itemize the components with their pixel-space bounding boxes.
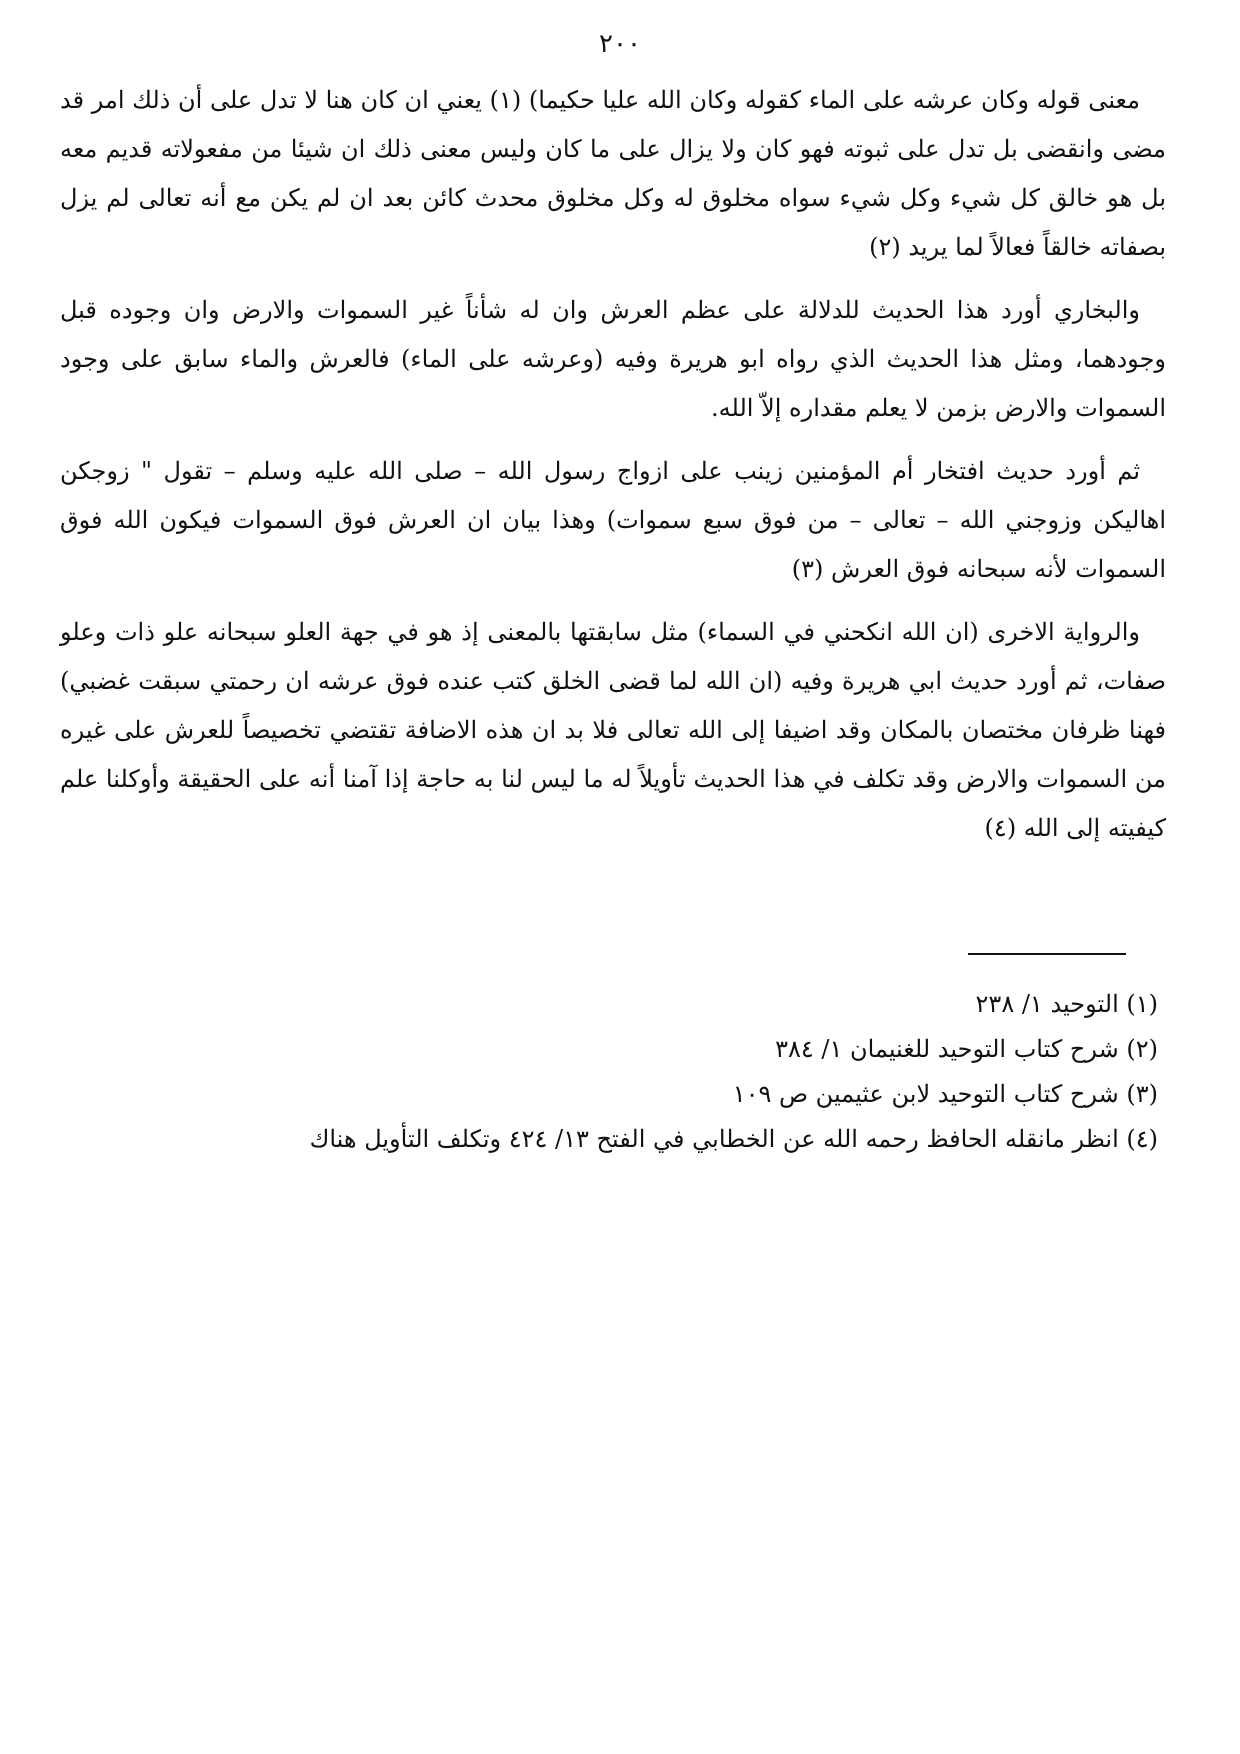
main-text (60, 76, 1166, 867)
footnote-3: (٣) شرح كتاب التوحيد لابن عثيمين ص ١٠٩ (732, 1080, 1158, 1108)
footnote-separator (968, 953, 1126, 955)
paragraph-2: والبخاري أورد هذا الحديث للدلالة على عظم العرش وان له شأناً غير السموات والارض وان وجوده قبل وجودهما، ومثل هذا الحديث الذي رواه ابو هريرة وفيه (وعرشه على الماء) فالعرش والماء سابق على وجود السموات والارض بزمن لا يعلم مقداره إلاّ الله. (60, 296, 1166, 422)
footnote-1: (١) التوحيد ١/ ٢٣٨ (975, 990, 1158, 1018)
paragraph-3: ثم أورد حديث افتخار أم المؤمنين زينب على ازواج رسول الله – صلى الله عليه وسلم – تقول " زوجكن اهاليكن وزوجني الله – تعالى – من فوق سبع سموات) وهذا بيان ان العرش فوق السموات فيكون الله فوق السموات لأنه سبحانه فوق العرش (٣) (60, 457, 1166, 583)
page-number: ٢٠٠ (599, 29, 641, 59)
paragraph-4: والرواية الاخرى (ان الله انكحني في السماء) مثل سابقتها بالمعنى إذ هو في جهة العلو سبحانه علو ذات وعلو صفات، ثم أورد حديث ابي هريرة وفيه (ان الله لما قضى الخلق كتب عنده فوق عرشه ان رحمتي سبقت غضبي) فهنا ظرفان مختصان بالمكان وقد اضيفا إلى الله تعالى فلا بد ان هذه الاضافة تقتضي تخصيصاً للعرش على غيره من السموات والارض وقد تكلف في هذا الحديث تأويلاً له ما ليس لنا به حاجة إذا آمنا أنه على الحقيقة وأوكلنا علم كيفيته إلى الله (٤) (60, 618, 1166, 842)
paragraph-1: معنى قوله وكان عرشه على الماء كقوله وكان الله عليا حكيما) (١) يعني ان كان هنا لا تدل على أن ذلك امر قد مضى وانقضى بل تدل على ثبوته فهو كان ولا يزال على ما كان وليس معنى ذلك ان شيئا من مفعولاته قديم معه بل هو خالق كل شيء وكل شيء سواه مخلوق له وكل مخلوق محدث كائن بعد ان لم يكن مع أنه تعالى لم يزل بصفاته خالقاً فعالاً لما يريد (٢) (60, 86, 1167, 261)
footnotes (158, 982, 1158, 1162)
footnote-2: (٢) شرح كتاب التوحيد للغنيمان ١/ ٣٨٤ (775, 1035, 1158, 1063)
footnote-4: (٤) انظر مانقله الحافظ رحمه الله عن الخطابي في الفتح ١٣/ ٤٢٤ وتكلف التأويل هناك (309, 1125, 1158, 1153)
